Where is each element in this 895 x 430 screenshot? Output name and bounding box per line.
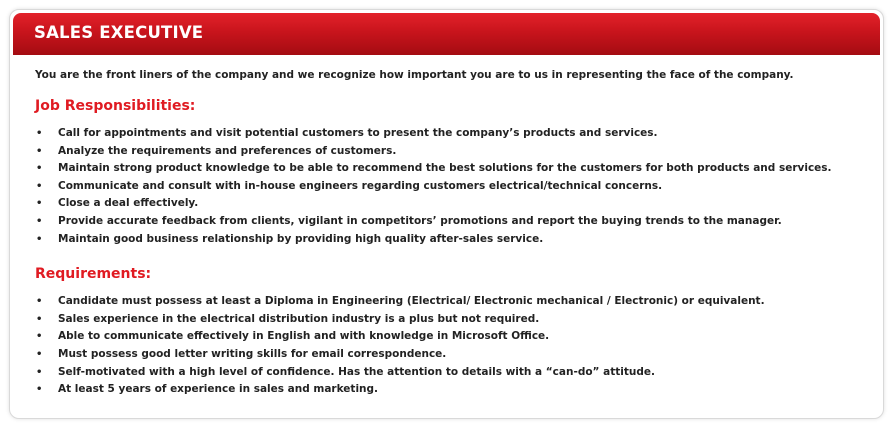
list-item	[35, 213, 875, 231]
list-item-text: Call for appointments and visit potential customers to present the company’s products and services.	[58, 127, 658, 139]
list-item-text: Able to communicate effectively in English and with knowledge in Microsoft Office.	[58, 330, 550, 343]
list-item	[35, 311, 875, 329]
bullet-icon: •	[36, 128, 43, 139]
bullet-icon: •	[36, 215, 43, 227]
list-item	[35, 231, 875, 249]
list-item-text: Maintain good business relationship by providing high quality after-sales service.	[58, 232, 544, 245]
list-item	[35, 125, 875, 143]
list-item-text: Communicate and consult with in-house engineers regarding customers electrical/technical concerns.	[58, 179, 663, 192]
list-item-text: Close a deal effectively.	[58, 197, 199, 210]
bullet-icon: •	[36, 384, 43, 396]
list-item-text: Provide accurate feedback from clients, vigilant in competitors’ promotions and report the buying trends to the manager.	[58, 214, 782, 227]
responsibilities-heading: Job Responsibilities:	[35, 98, 196, 114]
list-item-text: Sales experience in the electrical distribution industry is a plus but not required.	[58, 312, 540, 325]
list-item	[35, 346, 875, 364]
requirements-list	[35, 293, 875, 399]
list-item	[35, 178, 875, 196]
bullet-icon: •	[36, 348, 43, 360]
list-item	[35, 364, 875, 382]
requirements-heading: Requirements:	[35, 266, 152, 283]
list-item-text: Analyze the requirements and preferences of customers.	[58, 144, 397, 157]
job-title: SALES EXECUTIVE	[34, 23, 204, 42]
card-header	[13, 13, 880, 55]
list-item-text: Self-motivated with a high level of confidence. Has the attention to details with a “can-do” attitude.	[58, 365, 655, 378]
job-card	[9, 9, 884, 419]
bullet-icon: •	[36, 313, 43, 325]
bullet-icon: •	[36, 296, 43, 308]
job-description	[35, 68, 875, 399]
list-item-text: Maintain strong product knowledge to be able to recommend the best solutions for the customers for both products and services.	[58, 162, 832, 175]
responsibilities-list	[35, 125, 875, 248]
list-item	[35, 293, 875, 311]
bullet-icon: •	[36, 145, 43, 157]
bullet-icon: •	[36, 180, 43, 192]
bullet-icon: •	[36, 163, 43, 175]
list-item-text: At least 5 years of experience in sales and marketing.	[58, 383, 379, 396]
bullet-icon: •	[36, 331, 43, 343]
bullet-icon: •	[36, 366, 43, 378]
list-item	[35, 381, 875, 399]
list-item	[35, 328, 875, 346]
intro-text: You are the front liners of the company and we recognize how important you are to us in representing the face of the company.	[35, 69, 794, 81]
list-item-text: Must possess good letter writing skills for email correspondence.	[58, 347, 447, 360]
list-item	[35, 143, 875, 161]
list-item-text: Candidate must possess at least a Diploma in Engineering (Electrical/ Electronic mechanical / Electronic) or equivalent.	[58, 295, 765, 308]
list-item	[35, 195, 875, 213]
bullet-icon: •	[36, 233, 43, 245]
bullet-icon: •	[36, 198, 43, 210]
list-item	[35, 160, 875, 178]
